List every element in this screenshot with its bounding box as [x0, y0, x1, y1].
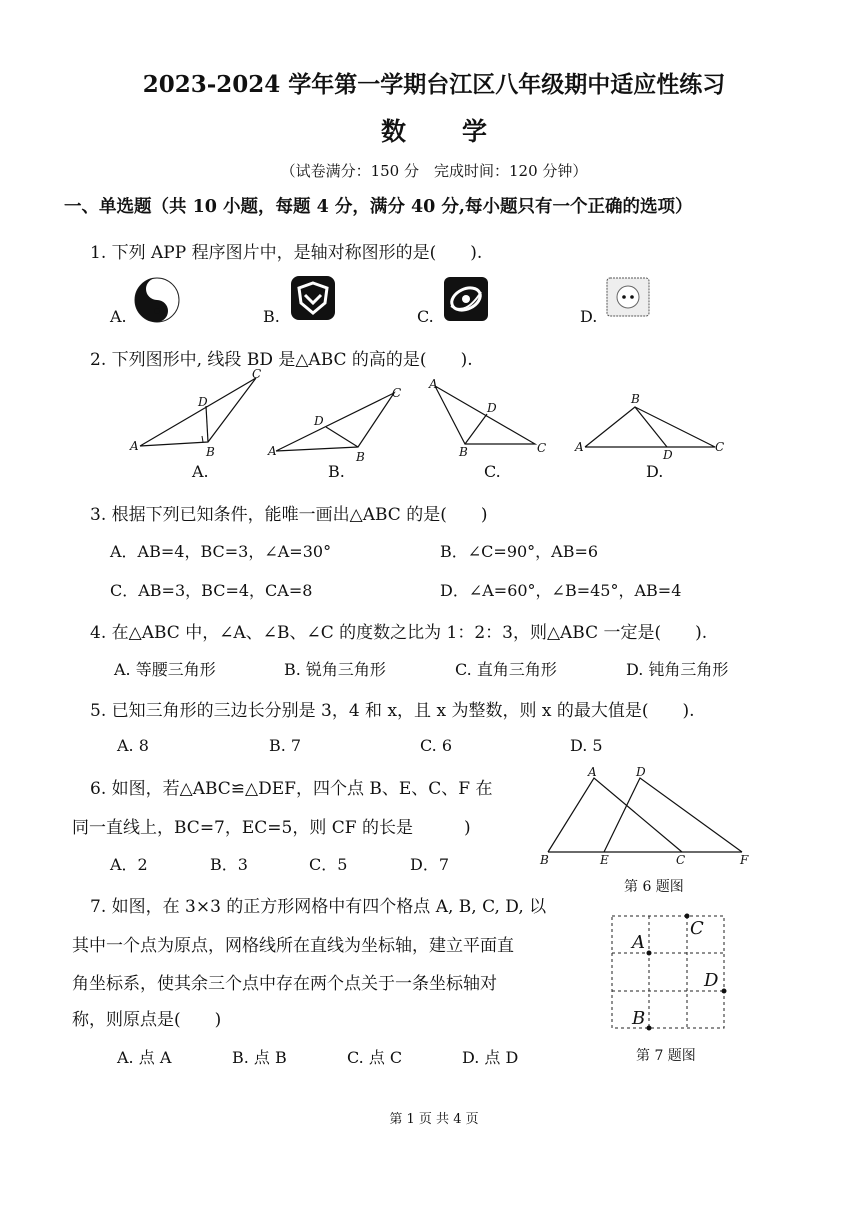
question-2-stem: 2. 下列图形中, 线段 BD 是△ABC 的高的是( ). — [90, 350, 473, 370]
question-3-stem: 3. 根据下列已知条件，能唯一画出△ABC 的是( ) — [90, 505, 488, 525]
q2c-label-d: D — [487, 401, 497, 415]
question-6-line1: 6. 如图，若△ABC≌△DEF，四个点 B、E、C、F 在 — [90, 779, 493, 799]
q7-option-a: A. 点 A — [117, 1048, 172, 1067]
q7-option-d: D. 点 D — [462, 1048, 519, 1067]
q2a-label-d: D — [198, 395, 208, 409]
q6-label-d: D — [636, 765, 646, 779]
q2-caption-d: D. — [646, 462, 664, 481]
q2b-label-c: C — [392, 386, 402, 400]
q7-option-b: B. 点 B — [232, 1048, 287, 1067]
q3-option-c: C．AB=3，BC=4，CA=8 — [110, 581, 313, 600]
q7-label-b: B — [632, 1008, 646, 1029]
q5-option-d: D. 5 — [570, 736, 603, 755]
shield-app-icon — [290, 275, 336, 321]
q6-label-a: A — [588, 765, 597, 779]
q3-option-d: D．∠A=60°，∠B=45°，AB=4 — [440, 581, 682, 600]
q7-option-c: C. 点 C — [347, 1048, 403, 1067]
q2-caption-a: A. — [192, 462, 209, 481]
q2b-label-b: B — [356, 450, 365, 464]
q7-label-d: D — [704, 970, 719, 991]
page-footer: 第 1 页 共 4 页 — [389, 1112, 479, 1127]
q6-option-c: C．5 — [309, 855, 348, 874]
section-heading: 一、单选题（共 10 小题，每题 4 分，满分 40 分,每小题只有一个正确的选项） — [64, 197, 693, 217]
q4-option-c: C. 直角三角形 — [455, 660, 557, 679]
q6-option-a: A．2 — [110, 855, 148, 874]
q7-label-c: C — [690, 918, 704, 939]
exam-meta: （试卷满分：150 分 完成时间：120 分钟） — [280, 162, 588, 180]
q4-option-d: D. 钝角三角形 — [626, 660, 729, 679]
q1-option-d-label: D. — [580, 307, 598, 326]
q2-caption-c: C. — [484, 462, 501, 481]
question-7-line2: 其中一个点为原点，网格线所在直线为坐标轴，建立平面直 — [72, 936, 514, 956]
q2d-label-c: C — [715, 440, 725, 454]
q2a-label-a: A — [130, 439, 139, 453]
q5-option-c: C. 6 — [420, 736, 453, 755]
q4-option-a: A. 等腰三角形 — [114, 660, 216, 679]
q6-figure-caption: 第 6 题图 — [624, 879, 684, 895]
q4-option-b: B. 锐角三角形 — [284, 660, 386, 679]
question-7-line4: 称，则原点是( ) — [72, 1010, 222, 1030]
question-7-line1: 7. 如图，在 3×3 的正方形网格中有四个格点 A, B, C, D, 以 — [90, 897, 547, 917]
q5-option-a: A. 8 — [117, 736, 149, 755]
q2-figure-b — [268, 385, 408, 465]
q6-figure — [536, 765, 756, 868]
q1-option-c-label: C. — [417, 307, 434, 326]
q2b-label-d: D — [314, 414, 324, 428]
q2-caption-b: B. — [328, 462, 345, 481]
question-7-line3: 角坐标系，使其余三个点中存在两个点关于一条坐标轴对 — [72, 974, 497, 994]
q2b-label-a: A — [268, 444, 277, 458]
question-6-line2: 同一直线上，BC=7，EC=5，则 CF 的长是 ) — [72, 818, 471, 838]
q2d-label-b: B — [631, 392, 640, 406]
q1-option-b-label: B. — [263, 307, 280, 326]
q3-option-a: A．AB=4，BC=3，∠A=30° — [110, 542, 332, 561]
q2c-label-a: A — [429, 377, 438, 391]
swirl-app-icon — [443, 276, 489, 322]
q6-label-f: F — [740, 853, 749, 867]
q2-figure-d — [575, 393, 725, 463]
question-5-stem: 5. 已知三角形的三边长分别是 3，4 和 x，且 x 为整数，则 x 的最大值是( ). — [90, 701, 695, 721]
q7-figure-caption: 第 7 题图 — [636, 1048, 696, 1064]
q7-grid-figure — [610, 914, 730, 1030]
q7-label-a: A — [632, 932, 645, 953]
q6-label-c: C — [676, 853, 686, 867]
question-4-stem: 4. 在△ABC 中，∠A、∠B、∠C 的度数之比为 1：2：3，则△ABC 一定是( ). — [90, 623, 708, 643]
question-1-stem: 1. 下列 APP 程序图片中，是轴对称图形的是( ). — [90, 243, 483, 263]
q2a-label-c: C — [252, 367, 262, 381]
subject-title: 数学 — [380, 117, 543, 146]
q2a-label-b: B — [206, 445, 215, 459]
q2-figure-c — [425, 376, 555, 459]
taiji-app-icon — [132, 276, 182, 324]
q2d-label-a: A — [575, 440, 584, 454]
q6-option-d: D．7 — [410, 855, 450, 874]
q2-figure-a — [128, 367, 268, 459]
q3-option-b: B．∠C=90°，AB=6 — [440, 542, 599, 561]
q2d-label-d: D — [663, 448, 673, 462]
q6-option-b: B．3 — [210, 855, 248, 874]
q6-label-e: E — [600, 853, 609, 867]
q6-label-b: B — [540, 853, 549, 867]
face-app-icon — [606, 277, 650, 317]
q5-option-b: B. 7 — [269, 736, 302, 755]
q2c-label-b: B — [459, 445, 468, 459]
q2c-label-c: C — [537, 441, 547, 455]
q1-option-a-label: A. — [110, 307, 127, 326]
exam-title: 2023-2024 学年第一学期台江区八年级期中适应性练习 — [142, 71, 726, 98]
